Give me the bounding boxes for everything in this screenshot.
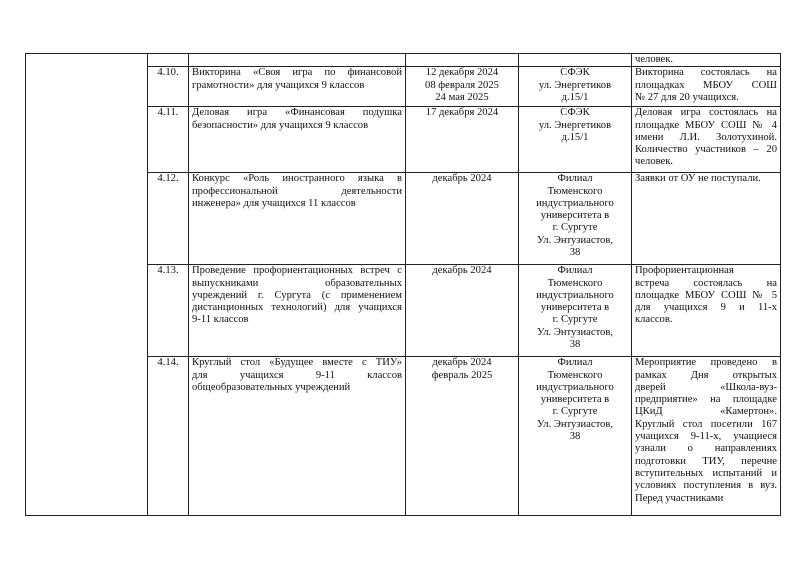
event-line: инженера» для учащихся 11 классов bbox=[192, 197, 356, 209]
result-line: Заявки от ОУ не поступали. bbox=[635, 173, 761, 185]
event-line: дистанционных технологий) для учащихся bbox=[192, 302, 402, 314]
event-line: для учащихся 9-11 классов bbox=[192, 369, 402, 381]
place-line: ул. Энергетиков bbox=[538, 119, 612, 131]
place-line: Ул. Энтузиастов, bbox=[536, 418, 614, 430]
event-line: грамотности» для учащихся 9 классов bbox=[192, 79, 365, 91]
place-line: университета в bbox=[540, 394, 610, 406]
place-line: д.15/1 bbox=[561, 131, 589, 143]
event-line: Деловая игра «Финансовая подушка bbox=[192, 107, 402, 119]
event-cell bbox=[189, 54, 406, 67]
result-line: Количество участников – 20 bbox=[635, 144, 777, 156]
place-cell bbox=[519, 265, 632, 357]
result-line: Мероприятие проведено в bbox=[635, 357, 777, 369]
place-line: г. Сургуте bbox=[552, 406, 598, 418]
result-line: Викторина состоялась на bbox=[635, 67, 777, 79]
date-cell bbox=[406, 107, 519, 173]
place-line: Тюменского bbox=[547, 277, 603, 289]
date-line: декабрь 2024 bbox=[432, 357, 492, 369]
date-line: 17 декабря 2024 bbox=[425, 107, 499, 119]
section-cell bbox=[26, 54, 148, 516]
place-line: университета в bbox=[540, 210, 610, 222]
event-line: 9-11 классов bbox=[192, 314, 249, 326]
item-number: 4.14. bbox=[148, 357, 189, 516]
place-line: СФЭК bbox=[560, 67, 590, 79]
result-cell bbox=[632, 173, 781, 265]
item-number: 4.12. bbox=[148, 173, 189, 265]
item-number: 4.10. bbox=[148, 67, 189, 107]
item-number: 4.11. bbox=[148, 107, 189, 173]
result-line: встреча состоялась на bbox=[635, 277, 777, 289]
table-row bbox=[26, 54, 781, 67]
result-line: Круглый стол посетили 167 bbox=[635, 418, 777, 430]
result-line: имени Л.И. Золотухиной. bbox=[635, 131, 777, 143]
place-cell bbox=[519, 54, 632, 67]
date-cell bbox=[406, 357, 519, 516]
result-line: подготовки ТИУ, перечне bbox=[635, 455, 777, 467]
place-line: университета в bbox=[540, 302, 610, 314]
event-line: Конкурс «Роль иностранного языка в bbox=[192, 173, 402, 185]
result-line: № 27 для 20 учащихся. bbox=[635, 91, 739, 103]
date-line: 12 декабря 2024 bbox=[425, 67, 499, 79]
result-cell bbox=[632, 54, 781, 67]
place-line: Тюменского bbox=[547, 185, 603, 197]
date-line: февраль 2025 bbox=[431, 369, 493, 381]
place-line: индустриального bbox=[536, 289, 614, 301]
result-line: ЦКиД «Камертон». bbox=[635, 406, 777, 418]
place-line: Ул. Энтузиастов, bbox=[536, 234, 614, 246]
result-line: площадке МБОУ СОШ № 4 bbox=[635, 119, 777, 131]
place-line: д.15/1 bbox=[561, 91, 589, 103]
date-line: 08 февраля 2025 bbox=[425, 79, 499, 91]
place-cell bbox=[519, 173, 632, 265]
event-line: выпускниками образовательных bbox=[192, 277, 402, 289]
result-line: площадке МБОУ СОШ № 5 bbox=[635, 289, 777, 301]
event-line: учреждений г. Сургута (с применением bbox=[192, 289, 402, 301]
event-line: безопасности» для учащихся 9 классов bbox=[192, 119, 369, 131]
place-line: г. Сургуте bbox=[552, 314, 598, 326]
event-cell bbox=[189, 107, 406, 173]
event-line: Викторина «Своя игра по финансовой bbox=[192, 67, 402, 79]
result-line: условиях поступления в вуз. bbox=[635, 480, 777, 492]
event-line: Круглый стол «Будущее вместе с ТИУ» bbox=[192, 357, 402, 369]
result-cell bbox=[632, 67, 781, 107]
item-number bbox=[148, 54, 189, 67]
result-line: классов. bbox=[635, 314, 673, 326]
result-line: дверей «Школа-вуз- bbox=[635, 381, 777, 393]
event-cell bbox=[189, 357, 406, 516]
event-cell bbox=[189, 265, 406, 357]
date-line: декабрь 2024 bbox=[432, 173, 492, 185]
place-cell bbox=[519, 107, 632, 173]
place-line: Филиал bbox=[557, 357, 593, 369]
event-line: профессиональной деятельности bbox=[192, 185, 402, 197]
date-line: 24 мая 2025 bbox=[435, 91, 489, 103]
event-cell bbox=[189, 67, 406, 107]
result-line: учащихся 9-11-х, учащиеся bbox=[635, 431, 777, 443]
date-line: декабрь 2024 bbox=[432, 265, 492, 277]
result-line: вступительных испытаний и bbox=[635, 467, 777, 479]
event-line: общеобразовательных учреждений bbox=[192, 381, 351, 393]
result-line: человек. bbox=[635, 156, 674, 168]
result-line: узнали о направлениях bbox=[635, 443, 777, 455]
event-line: Проведение профориентационных встреч с bbox=[192, 265, 402, 277]
item-number: 4.13. bbox=[148, 265, 189, 357]
place-line: г. Сургуте bbox=[552, 222, 598, 234]
place-line: индустриального bbox=[536, 197, 614, 209]
place-cell bbox=[519, 67, 632, 107]
result-line: предприятие» на площадке bbox=[635, 394, 777, 406]
result-line: для учащихся 9 и 11-х bbox=[635, 302, 777, 314]
place-line: Ул. Энтузиастов, bbox=[536, 326, 614, 338]
date-cell bbox=[406, 173, 519, 265]
event-cell bbox=[189, 173, 406, 265]
result-line: человек. bbox=[635, 54, 674, 65]
date-cell bbox=[406, 67, 519, 107]
place-line: ул. Энергетиков bbox=[538, 79, 612, 91]
result-cell bbox=[632, 107, 781, 173]
result-line: Профориентационная bbox=[635, 265, 734, 277]
result-cell bbox=[632, 357, 781, 516]
place-line: Тюменского bbox=[547, 369, 603, 381]
result-line: Перед участниками bbox=[635, 492, 724, 504]
events-table bbox=[25, 53, 781, 516]
date-cell bbox=[406, 54, 519, 67]
place-cell bbox=[519, 357, 632, 516]
result-line: рамках Дня открытых bbox=[635, 369, 777, 381]
result-line: Деловая игра состоялась на bbox=[635, 107, 777, 119]
place-line: 38 bbox=[569, 247, 581, 259]
place-line: СФЭК bbox=[560, 107, 590, 119]
place-line: 38 bbox=[569, 431, 581, 443]
place-line: индустриального bbox=[536, 381, 614, 393]
result-line: площадках МБОУ СОШ bbox=[635, 79, 777, 91]
date-cell bbox=[406, 265, 519, 357]
place-line: Филиал bbox=[557, 265, 593, 277]
place-line: 38 bbox=[569, 339, 581, 351]
result-cell bbox=[632, 265, 781, 357]
place-line: Филиал bbox=[557, 173, 593, 185]
